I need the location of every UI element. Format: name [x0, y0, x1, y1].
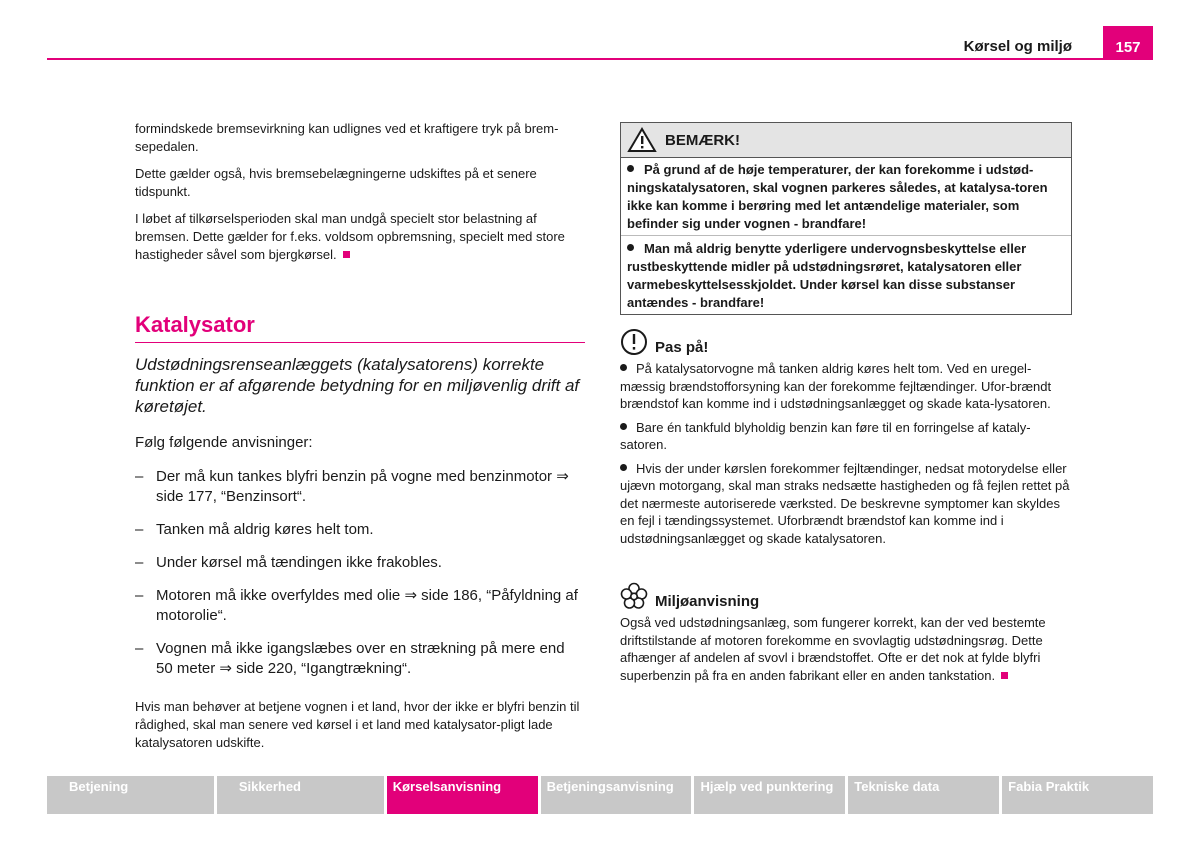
caution-section: [620, 328, 1070, 553]
warning-item: [621, 235, 1071, 314]
tab-tekniske-data[interactable]: Tekniske data: [848, 776, 999, 814]
warning-triangle-icon: [627, 127, 657, 153]
warning-box: [620, 122, 1072, 315]
closing-paragraph: Hvis man behøver at betjene vognen i et land, hvor der ikke er blyfri benzin til rådighed, skal man senere ved kørsel i et land med katalysator-pligt lade katalysatoren udskifte.: [135, 699, 580, 750]
bullet-icon: [620, 423, 627, 430]
flower-icon: [620, 582, 648, 610]
environment-section: [620, 582, 1070, 684]
intro-text: [135, 120, 585, 273]
list-item: – Der må kun tankes blyfri benzin på vogne med benzinmotor ⇒ side 177, “Benzinsort“.: [135, 467, 585, 507]
intro-paragraph: formindskede bremsevirkning kan udlignes ved et kraftigere tryk på brem-sepedalen.: [135, 121, 559, 154]
caution-header: [620, 328, 1070, 356]
end-square-icon: [343, 251, 350, 258]
intro-paragraph: Dette gælder også, hvis bremsebelægningerne udskiftes på et senere tidspunkt.: [135, 166, 537, 199]
list-item: – Motoren må ikke overfyldes med olie ⇒ side 186, “Påfyldning af motorolie“.: [135, 586, 585, 626]
caution-item-text: Hvis der under kørslen forekommer fejltændinger, nedsat motorydelse eller ujævn motorgang, skal man straks nedsætte hastigheden og få fejlen rettet på det nærmeste autoriserede værksted. De beskrevne symptomer kan skyldes en fejl i tændingssystemet. Uforbrændt brændstof kan komme ind i udstødningsanlægget og skade katalysatoren.: [620, 460, 1070, 546]
footer-navigation: [47, 776, 1153, 814]
intro-paragraph: [135, 210, 585, 264]
environment-header: [620, 582, 1070, 610]
tab-sikkerhed[interactable]: Sikkerhed: [217, 776, 384, 814]
environment-text: [620, 614, 1070, 684]
section-lead: Udstødningsrenseanlæggets (katalysatorens) korrekte funktion er af afgørende betydning for en miljøvenlig drift af køretøjet.: [135, 355, 580, 416]
caution-item-text: På katalysatorvogne må tanken aldrig køres helt tom. Ved en uregel-mæssig brændstofforsyning kan der forekomme fejltændinger. Ufor-brændt brændstof kan komme ind i udstødningsanlægget og skade kata-lysatoren.: [620, 361, 1052, 411]
tab-betjeningsanvisning[interactable]: Betjeningsanvisning: [541, 776, 692, 814]
bullet-icon: [627, 244, 634, 251]
bullet-icon: [627, 165, 634, 172]
warning-title: BEMÆRK!: [665, 131, 740, 149]
end-square-icon: [1001, 672, 1008, 679]
tab-betjening[interactable]: Betjening: [47, 776, 214, 814]
tab-korselsanvisning[interactable]: Kørselsanvisning: [387, 776, 538, 814]
list-item: – Vognen må ikke igangslæbes over en strækning på mere end 50 meter ⇒ side 220, “Igangtrækning“.: [135, 639, 585, 679]
bullet-icon: [620, 464, 627, 471]
list-item: – Under kørsel må tændingen ikke frakobles.: [135, 553, 585, 573]
section-title: Katalysator: [135, 312, 585, 343]
exclamation-circle-icon: [620, 328, 648, 356]
instructions-heading: Følg følgende anvisninger:: [135, 434, 313, 451]
tab-fabia-praktik[interactable]: Fabia Praktik: [1002, 776, 1153, 814]
caution-title: Pas på!: [655, 339, 709, 356]
caution-item-text: Bare én tankfuld blyholdig benzin kan føre til en forringelse af kataly-satoren.: [620, 419, 1031, 452]
environment-text-body: Også ved udstødningsanlæg, som fungerer korrekt, kan der ved bestemte driftstilstande af motoren forekomme en svovlagtig udstødningsrøg. Dette afhænger af andelen af svovl i brændstoffet. Ofte er det nok at fylde blyfri superbenzin på fra en anden fabrikant eller en anden tankstation.: [620, 615, 1046, 683]
caution-item: [620, 360, 1070, 413]
caution-item: [620, 460, 1070, 548]
page-number: 157: [1103, 26, 1153, 60]
bullet-icon: [620, 364, 627, 371]
warning-item: [621, 158, 1071, 235]
intro-paragraph-text: I løbet af tilkørselsperioden skal man undgå specielt stor belastning af bremsen. Dette gælder for f.eks. voldsom opbremsning, specielt med store hastigheder såvel som bjergkørsel.: [135, 211, 565, 262]
warning-item-text: Man må aldrig benytte yderligere undervognsbeskyttelse eller rustbeskyttende midler på udstødningsrøret, katalysatoren eller varmebeskyttelsesskjoldet. Under kørsel kan disse substanser antændes - brandfare!: [627, 241, 1027, 310]
warning-item-text: På grund af de høje temperaturer, der kan forekomme i udstød-ningskatalysatoren, skal vognen parkeres således, at katalysa-toren ikke kan komme i berøring med let antændelige materialer, som befinder sig under vognen - brandfare!: [627, 162, 1048, 231]
list-item: – Tanken må aldrig køres helt tom.: [135, 520, 585, 540]
instructions-list: [135, 467, 585, 692]
tab-hjaelp-ved-punktering[interactable]: Hjælp ved punktering: [694, 776, 845, 814]
warning-header: [621, 123, 1071, 158]
caution-item: [620, 419, 1070, 454]
header-rule: [47, 58, 1153, 60]
environment-title: Miljøanvisning: [655, 593, 760, 610]
chapter-title: Kørsel og miljø: [963, 38, 1072, 55]
